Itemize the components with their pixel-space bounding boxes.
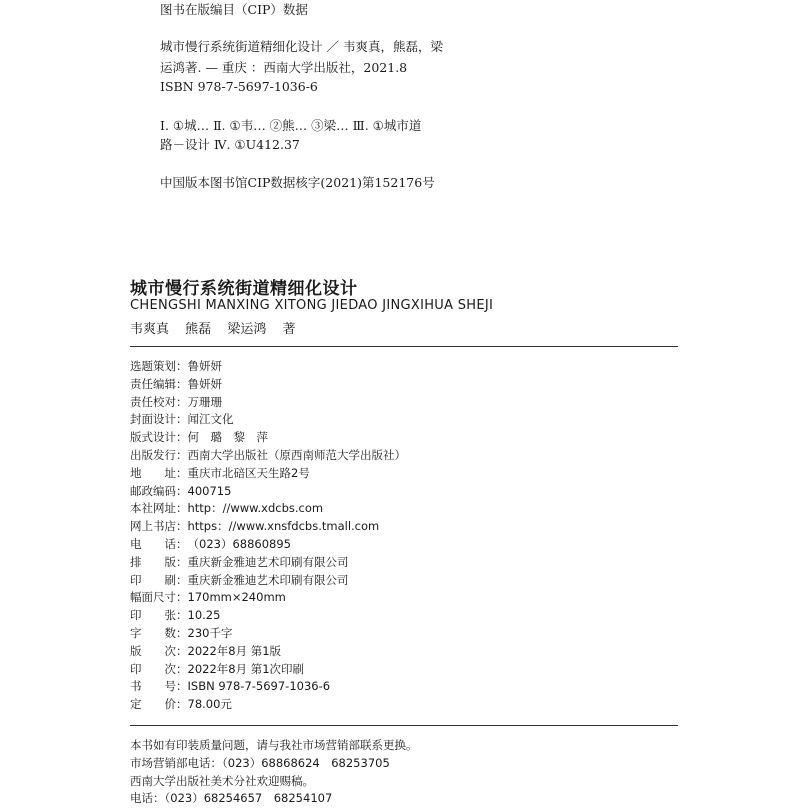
cip-line-5: 路－设计 Ⅳ. ①U412.37 <box>160 137 300 152</box>
info-row: 本社网址：http：//www.xdcbs.com <box>130 500 406 518</box>
info-row: 书 号：ISBN 978-7-5697-1036-6 <box>130 679 331 694</box>
cip-line-1: 城市慢行系统街道精细化设计 ／ 韦爽真，熊磊，梁 <box>160 39 443 54</box>
info-row: 版式设计：何 璐 黎 萍 <box>130 430 268 445</box>
online-store-url: https：//www.xnsfdcbs.tmall.com <box>187 519 380 534</box>
info-row: 邮政编码：400715 <box>130 483 232 498</box>
note-line: 西南大学出版社美术分社欢迎赐稿。 <box>130 773 314 788</box>
info-row: 封面设计：闻江文化 <box>130 412 234 427</box>
book-title-pinyin: CHENGSHI MANXING XITONG JIEDAO JINGXIHUA SHEJI <box>130 298 494 313</box>
info-row: 网上书店：https：//www.xnsfdcbs.tmall.com <box>130 518 406 536</box>
author-role: 著 <box>282 322 296 337</box>
note-line: 电话：（023）68254657 68254107 <box>130 791 333 806</box>
publisher-website: http：//www.xdcbs.com <box>187 501 324 516</box>
info-row: 幅面尺寸：170mm×240mm <box>130 590 286 605</box>
note-line: 本书如有印装质量问题，请与我社市场营销部联系更换。 <box>130 738 418 752</box>
info-row: 版 次：2022年8月 第1版 <box>130 643 282 658</box>
publication-info <box>130 358 406 714</box>
authors <box>130 318 307 337</box>
info-row: 排 版：重庆新金雅迪艺术印刷有限公司 <box>130 554 349 569</box>
info-row: 责任校对：万珊珊 <box>130 394 222 409</box>
info-row: 地 址：重庆市北碚区天生路2号 <box>130 465 310 480</box>
author-3: 梁运鸿 <box>227 322 267 337</box>
info-row: 责任编辑：鲁妍妍 <box>130 376 222 391</box>
info-row: 电 话：（023）68860895 <box>130 536 291 551</box>
book-title-cn: 城市慢行系统街道精细化设计 <box>130 279 358 299</box>
cip-line-4: Ⅰ. ①城… Ⅱ. ①韦… ②熊… ③梁… Ⅲ. ①城市道 <box>160 118 422 133</box>
author-2: 熊磊 <box>185 322 212 337</box>
divider-bottom <box>130 725 678 726</box>
cip-line-6: 中国版本图书馆CIP数据核字(2021)第152176号 <box>160 175 435 190</box>
info-row: 印 张：10.25 <box>130 608 221 623</box>
cip-line-3: ISBN 978-7-5697-1036-6 <box>160 79 318 94</box>
info-row: 定 价：78.00元 <box>130 697 232 712</box>
info-row: 出版发行：西南大学出版社（原西南师范大学出版社） <box>130 447 406 462</box>
info-row: 选题策划：鲁妍妍 <box>130 359 222 373</box>
info-row: 字 数：230千字 <box>130 625 233 640</box>
publisher-notes <box>130 737 418 808</box>
cip-header: 图书在版编目（CIP）数据 <box>160 2 308 17</box>
note-line: 市场营销部电话：（023）68868624 68253705 <box>130 755 390 770</box>
info-row: 印 刷：重庆新金雅迪艺术印刷有限公司 <box>130 572 349 587</box>
info-row: 印 次：2022年8月 第1次印刷 <box>130 661 305 676</box>
divider-top <box>130 346 678 347</box>
author-1: 韦爽真 <box>130 322 170 337</box>
cip-line-2: 运鸿著. — 重庆 ：西南大学出版社，2021.8 <box>160 60 408 75</box>
